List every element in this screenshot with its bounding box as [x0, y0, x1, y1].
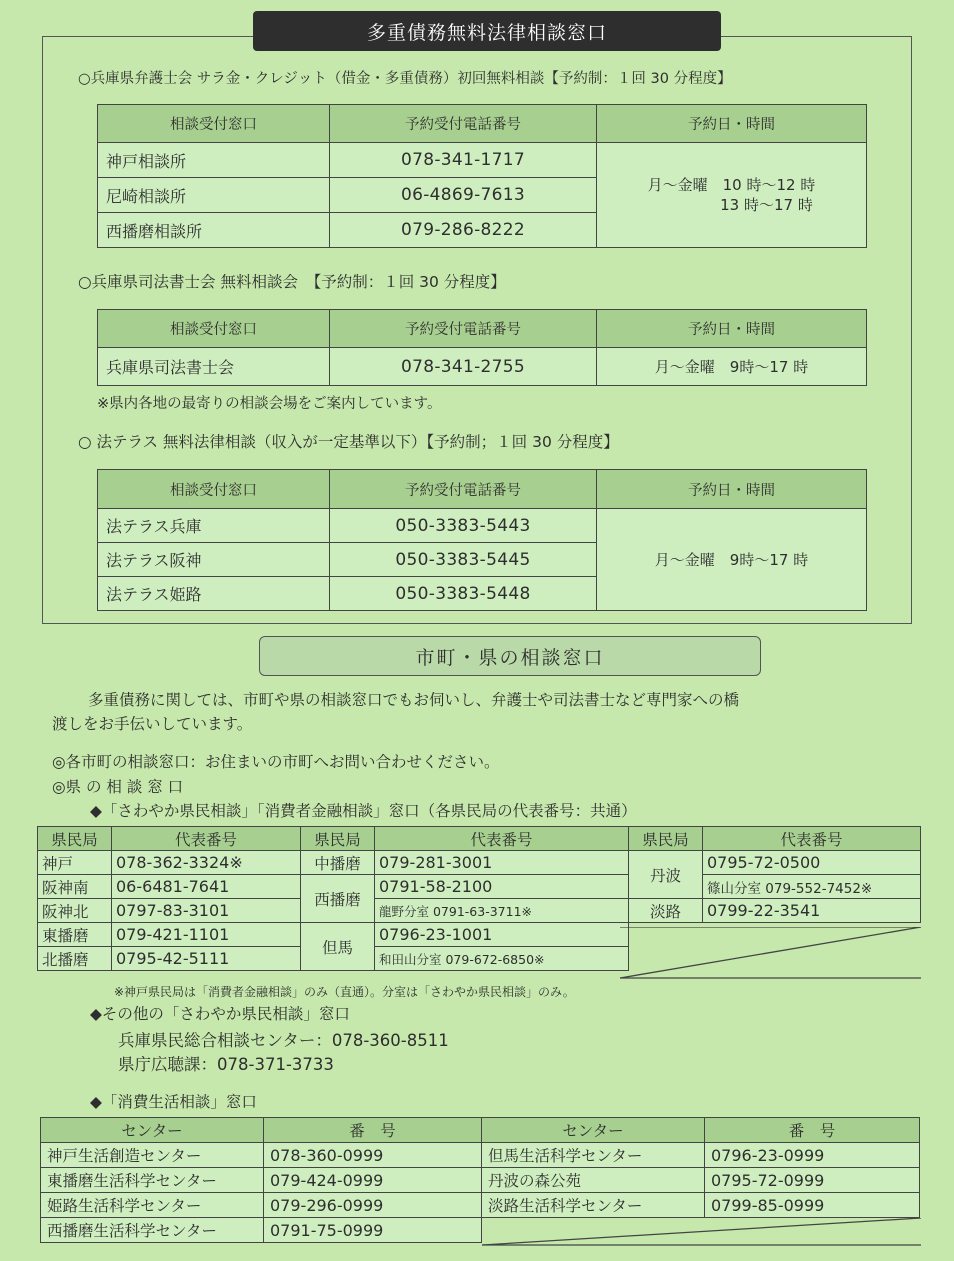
office-branch: 和田山分室 079-672-6850※ — [375, 947, 629, 971]
office-tel: 079-281-3001 — [375, 851, 629, 875]
shiho-name: 兵庫県司法書士会 — [98, 348, 330, 386]
office-branch: 篠山分室 079-552-7452※ — [703, 875, 921, 899]
col-header-tel: 代表番号 — [703, 827, 921, 851]
prefectural-line: ◎県 の 相 談 窓 口 — [52, 778, 184, 796]
table-row-tel: 06-4869-7613 — [330, 178, 597, 213]
table-row-tel: 079-286-8222 — [330, 213, 597, 248]
terrace-heading: ○ 法テラス 無料法律相談（収入が一定基準以下）【予約制；１回 30 分程度】 — [78, 433, 619, 451]
col-header-tel: 代表番号 — [375, 827, 629, 851]
schedule-line2: 13 時～17 時 — [720, 196, 813, 214]
col-header-schedule: 予約日・時間 — [597, 470, 867, 509]
office-name: 西播磨 — [301, 875, 375, 923]
center-name: 淡路生活科学センター — [482, 1193, 705, 1218]
terrace-schedule: 月～金曜 9時～17 時 — [597, 509, 867, 611]
empty-cell — [629, 923, 921, 971]
municipal-line: ◎各市町の相談窓口：お住まいの市町へお問い合わせください。 — [52, 753, 500, 771]
table-row-name: 法テラス姫路 — [98, 577, 330, 611]
shiho-heading: ○兵庫県司法書士会 無料相談会 【予約制：１回 30 分程度】 — [78, 273, 506, 291]
bengoshi-table — [97, 104, 867, 248]
col-header-number: 番 号 — [264, 1118, 482, 1143]
table-row-tel: 050-3383-5448 — [330, 577, 597, 611]
office-branch: 龍野分室 0791-63-3711※ — [375, 899, 629, 923]
center-tel: 0799-85-0999 — [705, 1193, 920, 1218]
center-name: 丹波の森公苑 — [482, 1168, 705, 1193]
shiho-note: ※県内各地の最寄りの相談会場をご案内しています。 — [97, 396, 442, 412]
intro-line1: 多重債務に関しては、市町や県の相談窓口でもお伺いし、弁護士や司法書士など専門家への橋 — [88, 691, 740, 709]
bengoshi-heading: ○兵庫県弁護士会 サラ金・クレジット（借金・多重債務）初回無料相談【予約制：１回 30 分程度】 — [78, 71, 732, 87]
center-tel: 0791-75-0999 — [264, 1218, 482, 1243]
table-row-name: 神戸相談所 — [98, 143, 330, 178]
center-table — [40, 1117, 920, 1243]
col-header-center: センター — [482, 1118, 705, 1143]
center-tel: 0795-72-0999 — [705, 1168, 920, 1193]
office-tel: 0795-42-5111 — [112, 947, 301, 971]
center-tel: 078-360-0999 — [264, 1143, 482, 1168]
office-table — [37, 826, 921, 971]
col-header-tel: 代表番号 — [112, 827, 301, 851]
office-tel: 0796-23-1001 — [375, 923, 629, 947]
office-name: 丹波 — [629, 851, 703, 899]
office-tel: 0795-72-0500 — [703, 851, 921, 875]
shiho-table — [97, 309, 867, 386]
table-row-name: 法テラス兵庫 — [98, 509, 330, 543]
shiho-schedule: 月～金曜 9時～17 時 — [597, 348, 867, 386]
center-name: 西播磨生活科学センター — [41, 1218, 264, 1243]
office-tel: 0791-58-2100 — [375, 875, 629, 899]
table-row-tel: 078-341-1717 — [330, 143, 597, 178]
office-name: 中播磨 — [301, 851, 375, 875]
center-name: 但馬生活科学センター — [482, 1143, 705, 1168]
shiho-tel: 078-341-2755 — [330, 348, 597, 386]
col-header-schedule: 予約日・時間 — [597, 105, 867, 143]
col-header-tel: 予約受付電話番号 — [330, 310, 597, 348]
section2-title: 市町・県の相談窓口 — [259, 636, 761, 676]
section1-title: 多重債務無料法律相談窓口 — [253, 11, 721, 51]
office-tel: 0797-83-3101 — [112, 899, 301, 923]
table-row-name: 尼崎相談所 — [98, 178, 330, 213]
other-heading: ◆その他の「さわやか県民相談」窓口 — [90, 1005, 350, 1023]
col-header-office: 県民局 — [629, 827, 703, 851]
office-name: 阪神南 — [38, 875, 112, 899]
office-tel: 079-421-1101 — [112, 923, 301, 947]
terrace-table — [97, 469, 867, 611]
empty-cell — [482, 1218, 920, 1243]
col-header-window: 相談受付窓口 — [98, 310, 330, 348]
center-name: 神戸生活創造センター — [41, 1143, 264, 1168]
office-note: ※神戸県民局は「消費者金融相談」のみ（直通）。分室は「さわやか県民相談」のみ。 — [114, 985, 575, 999]
center-tel: 079-296-0999 — [264, 1193, 482, 1218]
office-name: 淡路 — [629, 899, 703, 923]
consumer-heading: ◆「消費生活相談」窓口 — [90, 1093, 257, 1111]
center-tel: 0796-23-0999 — [705, 1143, 920, 1168]
table-row-name: 西播磨相談所 — [98, 213, 330, 248]
schedule-line1: 月～金曜 10 時～12 時 — [647, 176, 816, 194]
col-header-office: 県民局 — [38, 827, 112, 851]
center-name: 姫路生活科学センター — [41, 1193, 264, 1218]
office-name: 阪神北 — [38, 899, 112, 923]
sawayaka-heading: ◆「さわやか県民相談」「消費者金融相談」窓口（各県民局の代表番号：共通） — [90, 802, 637, 820]
office-tel: 078-362-3324※ — [112, 851, 301, 875]
office-name: 但馬 — [301, 923, 375, 971]
center-tel: 079-424-0999 — [264, 1168, 482, 1193]
other-line2: 県庁広聴課：078-371-3733 — [118, 1055, 334, 1074]
col-header-schedule: 予約日・時間 — [597, 310, 867, 348]
col-header-number: 番 号 — [705, 1118, 920, 1143]
col-header-window: 相談受付窓口 — [98, 105, 330, 143]
col-header-center: センター — [41, 1118, 264, 1143]
col-header-tel: 予約受付電話番号 — [330, 470, 597, 509]
schedule-cell — [597, 143, 867, 248]
table-row-tel: 050-3383-5445 — [330, 543, 597, 577]
col-header-office: 県民局 — [301, 827, 375, 851]
center-name: 東播磨生活科学センター — [41, 1168, 264, 1193]
table-row-name: 法テラス阪神 — [98, 543, 330, 577]
office-tel: 06-6481-7641 — [112, 875, 301, 899]
office-tel: 0799-22-3541 — [703, 899, 921, 923]
office-name: 北播磨 — [38, 947, 112, 971]
office-name: 神戸 — [38, 851, 112, 875]
intro-line2: 渡しをお手伝いしています。 — [52, 715, 253, 733]
col-header-tel: 予約受付電話番号 — [330, 105, 597, 143]
col-header-window: 相談受付窓口 — [98, 470, 330, 509]
other-line1: 兵庫県民総合相談センター：078-360-8511 — [118, 1031, 449, 1050]
office-name: 東播磨 — [38, 923, 112, 947]
table-row-tel: 050-3383-5443 — [330, 509, 597, 543]
